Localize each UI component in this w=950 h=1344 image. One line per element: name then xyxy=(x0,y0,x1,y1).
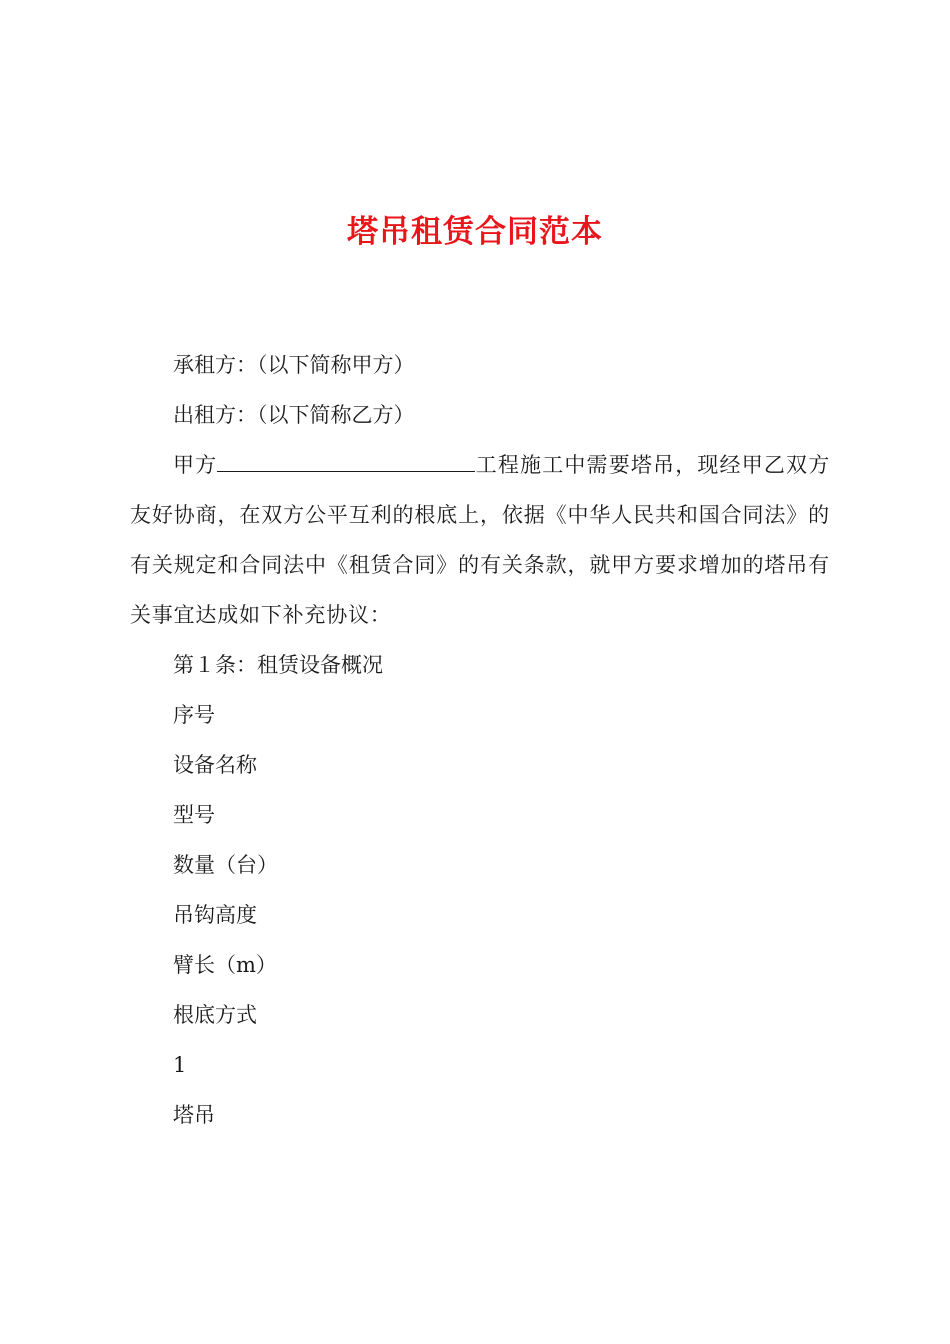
table-item: 1 xyxy=(173,1053,187,1077)
table-item: 吊钩高度 xyxy=(173,903,257,927)
table-item: 型号 xyxy=(173,803,215,827)
table-item: 塔吊 xyxy=(173,1103,215,1127)
lessor-line: 出租方：（以下简称乙方） xyxy=(173,403,415,427)
intro-body: 工程施工中需要塔吊，现经甲乙双方友好协商，在双方公平互利的根底上，依据《中华人民共和国合同法》的有关规定和合同法中《租赁合同》的有关条款，就甲方要求增加的塔吊有关事宜达成如下补充协议： xyxy=(130,453,830,627)
document-title: 塔吊租赁合同范本 xyxy=(347,214,603,250)
intro-paragraph xyxy=(130,440,830,640)
table-item: 臂长（m） xyxy=(173,953,277,977)
table-item: 数量（台） xyxy=(173,853,278,877)
document-body xyxy=(130,340,830,1140)
table-item: 根底方式 xyxy=(173,1003,257,1027)
table-item: 设备名称 xyxy=(173,753,257,777)
table-item: 序号 xyxy=(173,703,215,727)
project-name-blank xyxy=(217,453,475,472)
intro-prefix: 甲方 xyxy=(173,453,218,477)
article-1-heading: 第１条：租赁设备概况 xyxy=(173,653,383,677)
lessee-line: 承租方：（以下简称甲方） xyxy=(173,353,415,377)
